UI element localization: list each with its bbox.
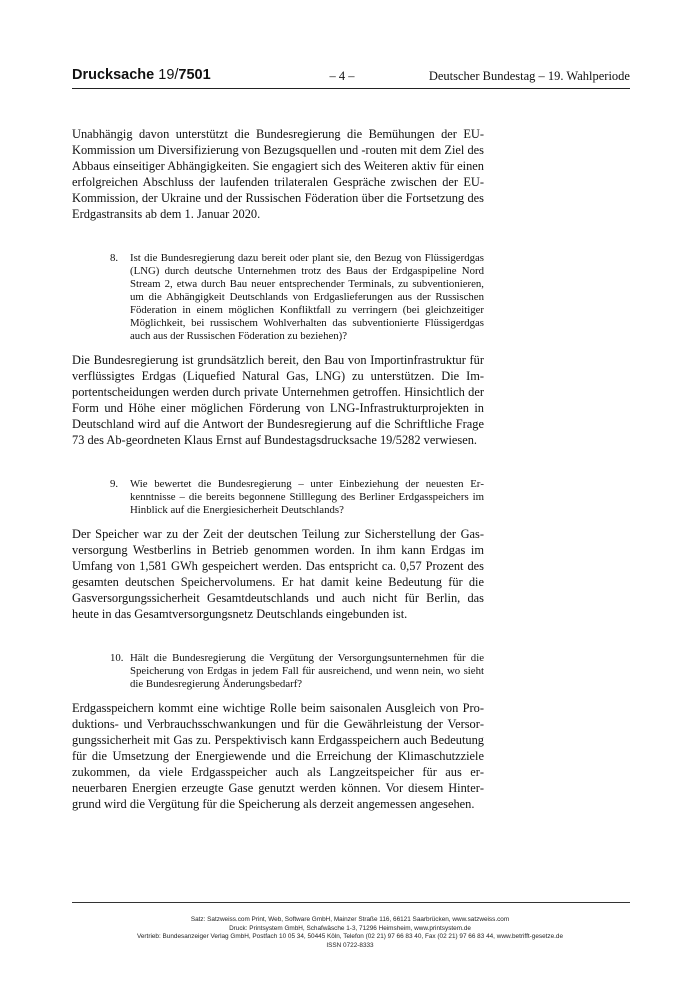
page-header — [72, 67, 630, 89]
paragraph: Unabhängig davon unterstützt die Bundesregierung die Bemühungen der EU-Kommission um Diversifizierung von Bezugsquellen und -routen mit dem Ziel des Abbaus einseitiger Abhängigkeiten. Sie engagiert sich des Weiteren aktiv für einen erfolgreichen Abschluss der laufenden trilateralen Gespräche zwischen der EU-Kommission, der Ukraine und der Russischen Föderation über die Fortsetzung des Erdgastransits ab dem 1. Januar 2020. — [72, 127, 484, 221]
paragraph: Die Bundesregierung ist grundsätzlich bereit, den Bau von Importinfrastruktur für verflüssigtes Erdgas (Liquefied Natural Gas, LNG) zu unterstützen. Die Importentscheidungen werden durch private Unternehmen getroffen. Hinsichtlich der Form und Höhe einer möglichen Förderung von LNG-Infrastrukturprojekten in Deutschland wird auf die Antwort der Bundesregierung auf die Schriftliche Frage 73 des Ab-geordneten Klaus Ernst auf Bundestagsdrucksache 19/5282 verwiesen. — [72, 353, 484, 447]
question-text: Hält die Bundesregierung die Vergütung der Versorgungsunternehmen für die Speicherung von Erdgas in jedem Fall für ausreichend, und wenn nein, wo sieht die Bundesregierung Änderungsbedarf? — [130, 652, 484, 690]
footer-rule — [72, 902, 630, 903]
footer-line-distribution: Vertrieb: Bundesanzeiger Verlag GmbH, Postfach 10 05 34, 50445 Köln, Telefon (02 21) 97 66 83 40, Fax (02 21) 97 66 83 44, www.betrifft-gesetze.de — [136, 933, 564, 941]
header-rule — [72, 88, 630, 89]
page-footer — [60, 916, 640, 950]
question-item — [110, 252, 484, 343]
paragraph: Der Speicher war zu der Zeit der deutschen Teilung zur Sicherstellung der Gasversorgung Westberlins in Betrieb genommen worden. In ihm kann Erdgas im Umfang von 1,581 GWh gespeichert werden. Das entspricht ca. 0,57 Prozent des gesamten deutschen Speichervolumens. Er hat damit keine Bedeutung für die Gasversorgungssicherheit Gesamtdeutschlands und auch nicht für Berlin, das heute in das Gesamtversorgungsnetz Deutschlands eingebunden ist. — [72, 527, 484, 621]
document-number-main: 7501 — [178, 67, 211, 83]
paragraph: Erdgasspeichern kommt eine wichtige Rolle beim saisonalen Ausgleich von Produktions- und Verbrauchsschwankungen und für die Gewährleistung der Versorgungssicherheit mit Gas zu. Perspektivisch kann Erdgasspeichern auch Bedeutung für die Umsetzung der Energiewende und die Erreichung der Klimaschutzziele zukommen, da viele Erdgasspeicher auch als Langzeitspeicher für aus erneuerbaren Energien erzeugte Gase genutzt werden können. Vor diesem Hintergrund wird die Vergütung für die Speicherung als derzeit angemessen angesehen. — [72, 701, 484, 811]
question-number: 10. — [110, 652, 124, 664]
footer-line-printing: Druck: Printsystem GmbH, Schafwäsche 1-3, 71296 Heimsheim, www.printsystem.de — [229, 924, 471, 932]
question-text: Wie bewertet die Bundesregierung – unter Einbeziehung der neuesten Erkenntnisse – die bereits begonnene Stilllegung des Berliner Erdgasspeichers im Hinblick auf die Energiesicherheit Deutschlands? — [130, 478, 484, 516]
question-number: 8. — [110, 252, 119, 264]
page-content — [72, 126, 484, 812]
question-text: Ist die Bundesregierung dazu bereit oder plant sie, den Bezug von Flüssigerdgas (LNG) durch deutsche Unternehmen trotz des Baus der Erdgaspipeline Nord Stream 2, etwa durch Bau neuer entsprechender Terminals, zu subventionieren, um die Abhängigkeit Deutschlands von Erdgaslieferungen aus der Russischen Föderation in einem möglichen Konfliktfall zu verringern (bei gleichzeitiger Möglichkeit, bei russischem Wohlverhalten das subventionierte Flüssigerdgas auch aus der Russischen Föderation zu beziehen)? — [130, 252, 484, 342]
page-number: – 4 – — [329, 69, 355, 83]
footer-line-issn: ISSN 0722-8333 — [326, 941, 374, 949]
footer-line-typesetting: Satz: Satzweiss.com Print, Web, Software GmbH, Mainzer Straße 116, 66121 Saarbrücken, www.satzweiss.com — [190, 916, 510, 923]
question-item — [110, 652, 484, 691]
question-number: 9. — [110, 478, 119, 490]
publisher-label: Deutscher Bundestag – 19. Wahlperiode — [428, 69, 630, 83]
document-number-prefix: 19/ — [158, 67, 179, 83]
question-item — [110, 478, 484, 517]
document-label: Drucksache — [72, 67, 155, 83]
